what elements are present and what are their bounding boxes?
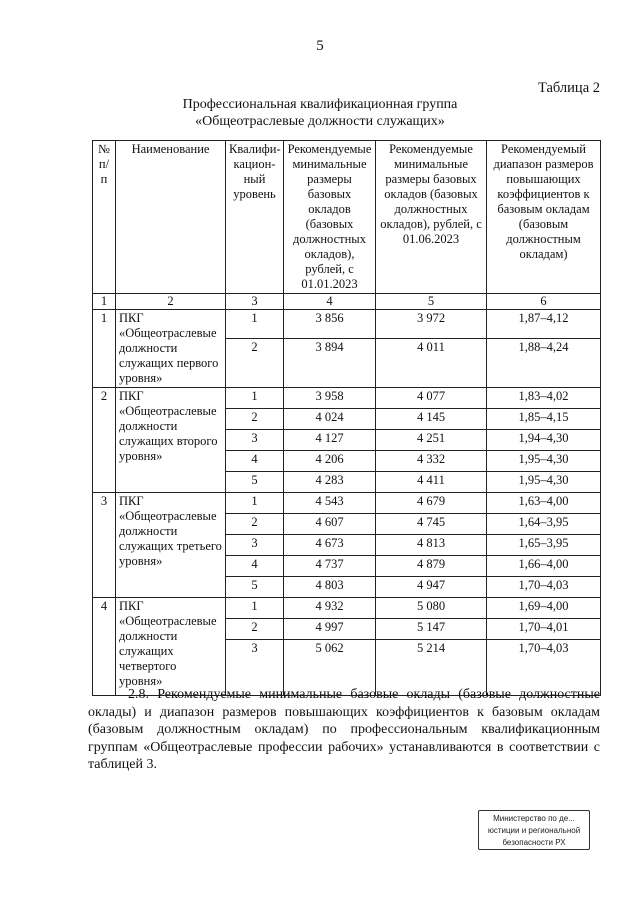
salary-2023-06: 5 080	[376, 598, 487, 619]
stamp-line-3: безопасности РХ	[502, 838, 566, 847]
salary-2023-06: 4 251	[376, 430, 487, 451]
qualification-level: 4	[226, 556, 284, 577]
coefficient-range: 1,70–4,01	[487, 619, 601, 640]
salary-2023-01: 4 127	[284, 430, 376, 451]
coefficient-range: 1,66–4,00	[487, 556, 601, 577]
qualification-level: 3	[226, 640, 284, 696]
coefficient-range: 1,70–4,03	[487, 640, 601, 696]
table-row	[93, 493, 601, 514]
header-level: Квалифи-кацион-ный уровень	[226, 141, 284, 294]
coefficient-range: 1,83–4,02	[487, 388, 601, 409]
table-row	[93, 598, 601, 619]
paragraph-2-8: 2.8. Рекомендуемые минимальные базовые оклады (базовые должностные оклады) и диапазон размеров повышающих коэффициентов к базовым окладам (базовым должностным окладам) по профессиональным квалификационным группам «Общеотраслевые профессии рабочих» устанавливаются в соответствии с таблицей 3.	[88, 687, 600, 772]
qualification-level: 1	[226, 598, 284, 619]
salary-2023-06: 5 147	[376, 619, 487, 640]
column-index: 5	[376, 294, 487, 310]
column-index: 2	[116, 294, 226, 310]
salary-2023-06: 4 679	[376, 493, 487, 514]
coefficient-range: 1,63–4,00	[487, 493, 601, 514]
salary-2023-01: 5 062	[284, 640, 376, 696]
salary-2023-01: 4 607	[284, 514, 376, 535]
salary-2023-06: 4 411	[376, 472, 487, 493]
page-number: 5	[316, 38, 324, 54]
coefficient-range: 1,87–4,12	[487, 310, 601, 339]
coefficient-range: 1,94–4,30	[487, 430, 601, 451]
stamp-line-2: юстиции и региональной	[487, 826, 581, 835]
group-number: 1	[93, 310, 116, 388]
heading-line-2: «Общеотраслевые должности служащих»	[195, 114, 445, 129]
table-heading	[0, 96, 640, 130]
salary-2023-06: 4 011	[376, 338, 487, 387]
salary-2023-06: 3 972	[376, 310, 487, 339]
header-number: № п/п	[93, 141, 116, 294]
header-row	[93, 141, 601, 294]
salary-2023-01: 4 932	[284, 598, 376, 619]
stamp-line-1: Министерство по де...	[493, 814, 575, 823]
salary-2023-06: 4 879	[376, 556, 487, 577]
qualification-level: 1	[226, 493, 284, 514]
group-number: 3	[93, 493, 116, 598]
salary-2023-01: 4 803	[284, 577, 376, 598]
salary-2023-01: 4 206	[284, 451, 376, 472]
coefficient-range: 1,69–4,00	[487, 598, 601, 619]
coefficient-range: 1,70–4,03	[487, 577, 601, 598]
qualification-level: 2	[226, 338, 284, 387]
column-index: 6	[487, 294, 601, 310]
salary-2023-01: 4 024	[284, 409, 376, 430]
header-salary-2023-01: Рекомендуемые минимальные размеры базовых окладов (базовых должностных окладов), рублей, с 01.01.2023	[284, 141, 376, 294]
group-number: 2	[93, 388, 116, 493]
heading-line-1: Профессиональная квалификационная группа	[182, 97, 458, 112]
group-name: ПКГ «Общеотраслевые должности служащих четвертого уровня»	[116, 598, 226, 696]
salary-2023-06: 4 947	[376, 577, 487, 598]
salary-2023-06: 4 745	[376, 514, 487, 535]
qualification-level: 2	[226, 619, 284, 640]
salary-2023-06: 4 145	[376, 409, 487, 430]
coefficient-range: 1,85–4,15	[487, 409, 601, 430]
column-index: 1	[93, 294, 116, 310]
coefficient-range: 1,64–3,95	[487, 514, 601, 535]
salary-2023-06: 5 214	[376, 640, 487, 696]
salary-2023-01: 4 543	[284, 493, 376, 514]
group-name: ПКГ «Общеотраслевые должности служащих второго уровня»	[116, 388, 226, 493]
header-name: Наименование	[116, 141, 226, 294]
column-index-row	[93, 294, 601, 310]
qualification-level: 1	[226, 388, 284, 409]
qualification-level: 2	[226, 514, 284, 535]
group-name: ПКГ «Общеотраслевые должности служащих первого уровня»	[116, 310, 226, 388]
qualification-level: 5	[226, 472, 284, 493]
coefficient-range: 1,95–4,30	[487, 451, 601, 472]
salary-2023-06: 4 813	[376, 535, 487, 556]
salary-2023-01: 3 894	[284, 338, 376, 387]
column-index: 3	[226, 294, 284, 310]
ministry-stamp	[478, 810, 590, 850]
group-name: ПКГ «Общеотраслевые должности служащих третьего уровня»	[116, 493, 226, 598]
qualification-level: 3	[226, 430, 284, 451]
qualification-level: 4	[226, 451, 284, 472]
salary-2023-01: 4 283	[284, 472, 376, 493]
group-number: 4	[93, 598, 116, 696]
coefficient-range: 1,88–4,24	[487, 338, 601, 387]
qualification-level: 5	[226, 577, 284, 598]
table-row	[93, 388, 601, 409]
table-row	[93, 310, 601, 339]
salary-2023-01: 4 997	[284, 619, 376, 640]
column-index: 4	[284, 294, 376, 310]
header-coefficient-range: Рекомендуемый диапазон размеров повышающих коэффициентов к базовым окладам (базовым должностным окладам)	[487, 141, 601, 294]
qualification-level: 3	[226, 535, 284, 556]
salary-2023-06: 4 077	[376, 388, 487, 409]
header-salary-2023-06: Рекомендуемые минимальные размеры базовых окладов (базовых должностных окладов), рублей, с 01.06.2023	[376, 141, 487, 294]
coefficient-range: 1,65–3,95	[487, 535, 601, 556]
salary-2023-01: 4 737	[284, 556, 376, 577]
salary-2023-01: 3 856	[284, 310, 376, 339]
coefficient-range: 1,95–4,30	[487, 472, 601, 493]
salary-2023-01: 4 673	[284, 535, 376, 556]
salary-2023-01: 3 958	[284, 388, 376, 409]
salary-2023-06: 4 332	[376, 451, 487, 472]
qualification-level: 2	[226, 409, 284, 430]
salary-table	[92, 140, 601, 696]
qualification-level: 1	[226, 310, 284, 339]
table-label: Таблица 2	[537, 80, 600, 96]
